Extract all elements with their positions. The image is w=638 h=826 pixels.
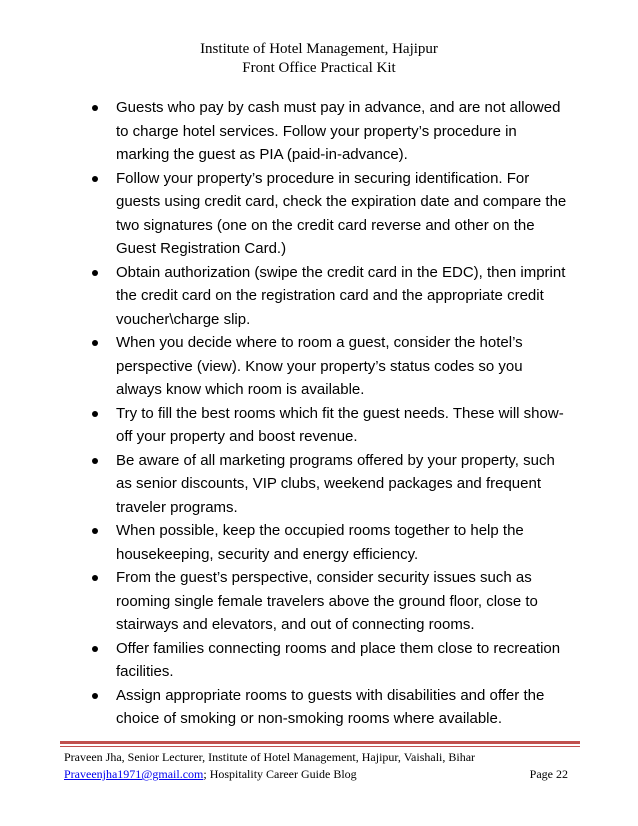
footer-divider-thin: [60, 746, 580, 747]
page-header: [0, 40, 638, 78]
footer-blog-text: ; Hospitality Career Guide Blog: [203, 767, 357, 781]
header-kit-title: Front Office Practical Kit: [242, 60, 396, 76]
list-item: [92, 167, 570, 261]
bullet-icon: [92, 458, 98, 464]
footer-contact-line: [64, 766, 568, 783]
list-item: [92, 331, 570, 402]
bullet-icon: [92, 270, 98, 276]
list-item-text: Follow your property’s procedure in securing identification. For guests using credit card, check the expiration date and compare the two signatures (one on the credit card reverse and other on the Guest Registration Card.): [116, 169, 567, 257]
bullet-icon: [92, 411, 98, 417]
list-item: [92, 637, 570, 684]
bullet-list: [92, 96, 570, 731]
bullet-icon: [92, 693, 98, 699]
list-item-text: Guests who pay by cash must pay in advance, and are not allowed to charge hotel services. Follow your property’s procedure in marking the guest as PIA (paid-in-advance).: [116, 99, 561, 163]
list-item: [92, 402, 570, 449]
list-item: [92, 519, 570, 566]
list-item: [92, 566, 570, 637]
page-footer: [64, 749, 568, 783]
list-item-text: When you decide where to room a guest, consider the hotel’s perspective (view). Know your property’s status codes so you always know which room is available.: [116, 334, 523, 398]
bullet-icon: [92, 176, 98, 182]
list-item-text: From the guest’s perspective, consider security issues such as rooming single female travelers above the ground floor, close to stairways and elevators, and out of connecting rooms.: [116, 569, 538, 633]
footer-email-link[interactable]: Praveenjha1971@gmail.com: [64, 767, 204, 781]
page-number: Page 22: [529, 767, 568, 781]
list-item: [92, 449, 570, 520]
bullet-icon: [92, 340, 98, 346]
footer-divider-thick: [60, 741, 580, 744]
list-item-text: Be aware of all marketing programs offered by your property, such as senior discounts, VIP clubs, weekend packages and frequent traveler programs.: [116, 451, 555, 516]
list-item: [92, 96, 570, 167]
bullet-icon: [92, 528, 98, 534]
list-item-text: When possible, keep the occupied rooms together to help the housekeeping, security and energy efficiency.: [116, 522, 524, 563]
footer-author-line: Praveen Jha, Senior Lecturer, Institute of Hotel Management, Hajipur, Vaishali, Bihar: [64, 750, 476, 764]
list-item: [92, 261, 570, 332]
bullet-icon: [92, 646, 98, 652]
list-item-text: Offer families connecting rooms and place them close to recreation facilities.: [116, 639, 561, 680]
bullet-icon: [92, 575, 98, 581]
list-item-text: Try to fill the best rooms which fit the guest needs. These will show-off your property and boost revenue.: [116, 404, 564, 445]
list-item-text: Obtain authorization (swipe the credit card in the EDC), then imprint the credit card on the registration card and the appropriate credit voucher\charge slip.: [116, 263, 566, 328]
header-institute: Institute of Hotel Management, Hajipur: [200, 41, 438, 57]
list-item: [92, 684, 570, 731]
list-item-text: Assign appropriate rooms to guests with disabilities and offer the choice of smoking or non-smoking rooms where available.: [116, 686, 545, 727]
bullet-icon: [92, 105, 98, 111]
